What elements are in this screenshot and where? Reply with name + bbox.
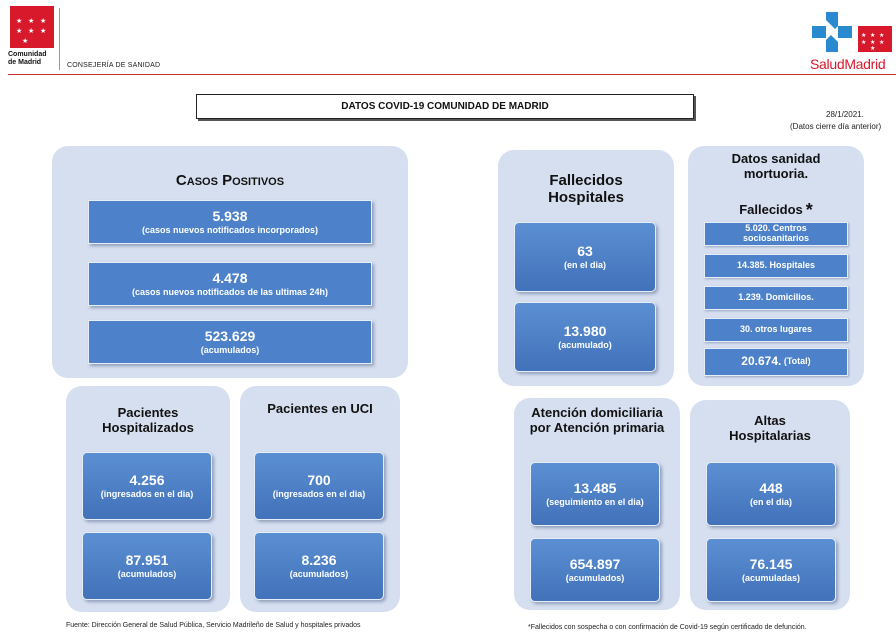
salud-cross-icon <box>812 12 852 52</box>
mortuoria-sociosanitarios: 5.020. Centros sociosanitarios <box>704 222 848 246</box>
mortuoria-hospitales: 14.385. Hospitales <box>704 254 848 278</box>
header-separator <box>59 8 60 70</box>
fallecidos-acumulado-box: 13.980 (acumulado) <box>514 302 656 372</box>
altas-hospitalarias-panel <box>690 400 850 610</box>
salud-madrid-logo <box>808 10 896 74</box>
fallecidos-hospitales-title: Fallecidos Hospitales <box>548 172 624 207</box>
uci-dia-box: 700 (ingresados en el dia) <box>254 452 384 520</box>
casos-positivos-panel <box>52 146 408 378</box>
comunidad-madrid-logo <box>8 6 64 67</box>
atencion-title: Atención domiciliaria por Atención primaria <box>529 405 665 435</box>
atencion-acumulados-box: 654.897 (acumulados) <box>530 538 660 602</box>
report-title: DATOS COVID-19 COMUNIDAD DE MADRID <box>196 94 694 119</box>
footer-note: *Fallecidos con sospecha o con confirmación de Covid-19 según certificado de defunción. <box>528 624 807 631</box>
casos-positivos-title: Casos Positivos <box>175 172 285 189</box>
fallecidos-hospitales-panel <box>498 150 674 386</box>
casos-nuevos-box: 5.938 (casos nuevos notificados incorporados) <box>88 200 372 244</box>
mortuoria-subtitle: Fallecidos * <box>739 200 813 220</box>
consejeria-label: CONSEJERÍA DE SANIDAD <box>67 62 161 69</box>
hospitalizados-dia-box: 4.256 (ingresados en el dia) <box>82 452 212 520</box>
salud-flag-icon: ★ ★ ★ ★ ★ ★ ★ <box>858 26 892 52</box>
casos-acumulados-box: 523.629 (acumulados) <box>88 320 372 364</box>
hospitalizados-title: Pacientes Hospitalizados <box>102 405 194 435</box>
report-date: 28/1/2021. <box>826 110 864 119</box>
altas-title: Altas Hospitalarias <box>729 413 811 443</box>
madrid-flag-icon: ★ ★ ★ ★ ★ ★ ★ <box>10 6 54 48</box>
hospitalizados-panel <box>66 386 230 612</box>
mortuoria-total: 20.674. (Total) <box>704 348 848 376</box>
mortuoria-panel <box>688 146 864 386</box>
atencion-dia-box: 13.485 (seguimiento en el dia) <box>530 462 660 526</box>
uci-panel <box>240 386 400 612</box>
mortuoria-title: Datos sanidad mortuoria. <box>731 151 821 181</box>
uci-acumulados-box: 8.236 (acumulados) <box>254 532 384 600</box>
altas-acumuladas-box: 76.145 (acumuladas) <box>706 538 836 602</box>
salud-madrid-text: SaludMadrid <box>810 56 886 72</box>
hospitalizados-acumulados-box: 87.951 (acumulados) <box>82 532 212 600</box>
casos-24h-box: 4.478 (casos nuevos notificados de las ultimas 24h) <box>88 262 372 306</box>
report-date-note: (Datos cierre día anterior) <box>790 122 882 131</box>
fallecidos-dia-box: 63 (en el dia) <box>514 222 656 292</box>
uci-title: Pacientes en UCI <box>267 401 373 416</box>
atencion-domiciliaria-panel <box>514 398 680 610</box>
mortuoria-domicilios: 1.239. Domicilios. <box>704 286 848 310</box>
comunidad-name: Comunidad de Madrid <box>8 51 47 66</box>
header-divider <box>8 74 896 75</box>
footer-source: Fuente: Dirección General de Salud Pública, Servicio Madrileño de Salud y hospitales privados <box>66 622 361 629</box>
mortuoria-otros-lugares: 30. otros lugares <box>704 318 848 342</box>
altas-dia-box: 448 (en el dia) <box>706 462 836 526</box>
